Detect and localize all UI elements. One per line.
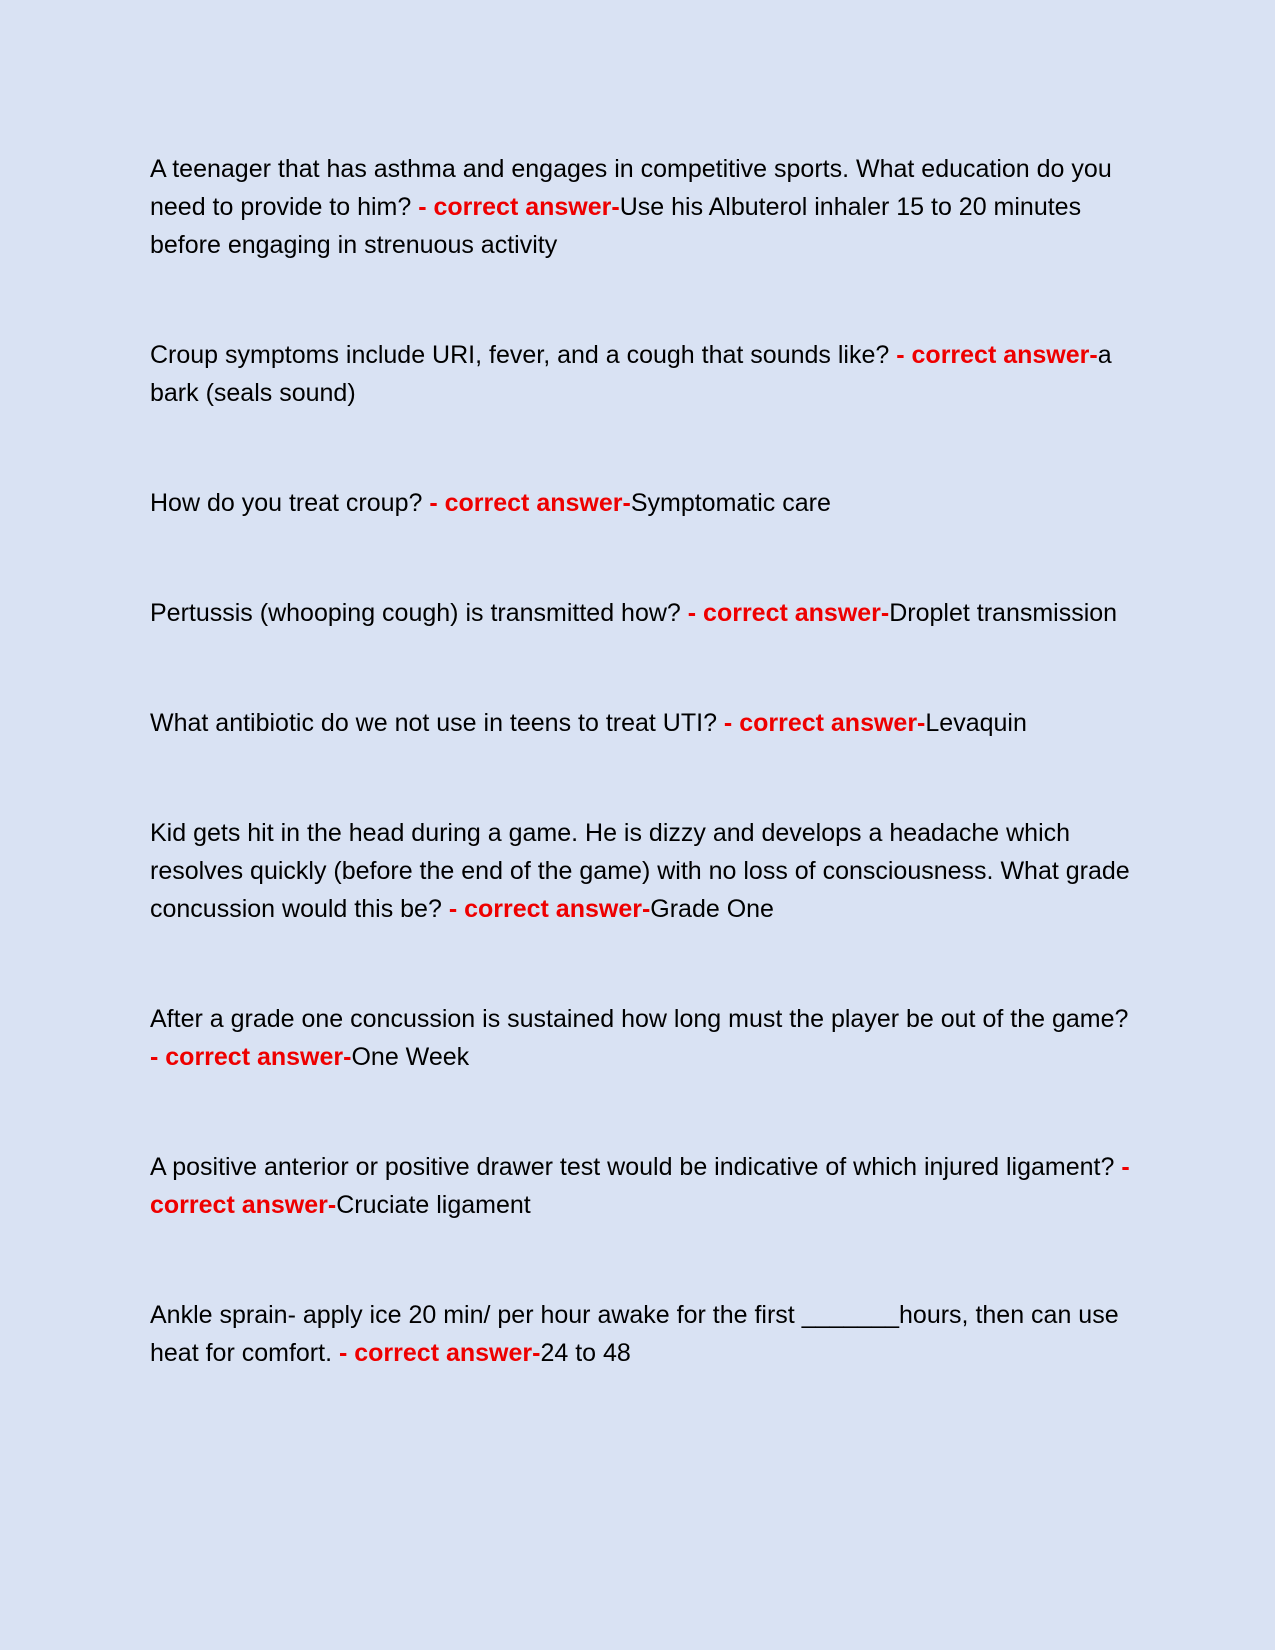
question-text: Pertussis (whooping cough) is transmitted how? bbox=[150, 599, 681, 627]
qa-item bbox=[150, 594, 1135, 632]
correct-answer-marker: - correct answer- bbox=[448, 895, 651, 923]
correct-answer-marker: - correct answer- bbox=[150, 1153, 1130, 1219]
qa-item bbox=[150, 704, 1135, 742]
correct-answer-marker: - correct answer- bbox=[150, 1043, 352, 1071]
qa-item bbox=[150, 336, 1135, 412]
qa-item bbox=[150, 814, 1135, 928]
question-text: Croup symptoms include URI, fever, and a cough that sounds like? bbox=[150, 341, 890, 369]
answer-text: Levaquin bbox=[925, 709, 1027, 737]
question-text: A positive anterior or positive drawer test would be indicative of which injured ligament? bbox=[150, 1153, 1115, 1181]
question-text: What antibiotic do we not use in teens to treat UTI? bbox=[150, 709, 717, 737]
answer-text: Droplet transmission bbox=[889, 599, 1118, 627]
document-page bbox=[150, 150, 1135, 1372]
answer-text: Use his Albuterol inhaler 15 to 20 minutes before engaging in strenuous activity bbox=[150, 193, 1082, 259]
correct-answer-marker: - correct answer- bbox=[896, 341, 1098, 369]
correct-answer-marker: - correct answer- bbox=[723, 709, 926, 737]
correct-answer-marker: - correct answer- bbox=[418, 193, 620, 221]
qa-item bbox=[150, 1296, 1135, 1372]
answer-text: Grade One bbox=[650, 895, 774, 923]
correct-answer-marker: - correct answer- bbox=[338, 1339, 541, 1367]
qa-item bbox=[150, 484, 1135, 522]
question-text: After a grade one concussion is sustained how long must the player be out of the game? bbox=[150, 1005, 1129, 1033]
qa-item bbox=[150, 1148, 1135, 1224]
question-text: How do you treat croup? bbox=[150, 489, 423, 517]
answer-text: 24 to 48 bbox=[540, 1339, 631, 1367]
qa-item bbox=[150, 150, 1135, 264]
question-text: Kid gets hit in the head during a game. He is dizzy and develops a headache which resolves quickly (before the end of the game) with no loss of consciousness. What grade concussion would this be? bbox=[150, 819, 1130, 923]
question-text: A teenager that has asthma and engages in competitive sports. What education do you need to provide to him? bbox=[150, 155, 1112, 221]
answer-text: a bark (seals sound) bbox=[150, 341, 1112, 407]
correct-answer-marker: - correct answer- bbox=[687, 599, 890, 627]
answer-text: One Week bbox=[351, 1043, 470, 1071]
correct-answer-marker: - correct answer- bbox=[429, 489, 631, 517]
question-text: Ankle sprain- apply ice 20 min/ per hour awake for the first _______hours, then can use heat for comfort. bbox=[150, 1301, 1119, 1367]
answer-text: Cruciate ligament bbox=[336, 1191, 531, 1219]
answer-text: Symptomatic care bbox=[630, 489, 831, 517]
qa-item bbox=[150, 1000, 1135, 1076]
